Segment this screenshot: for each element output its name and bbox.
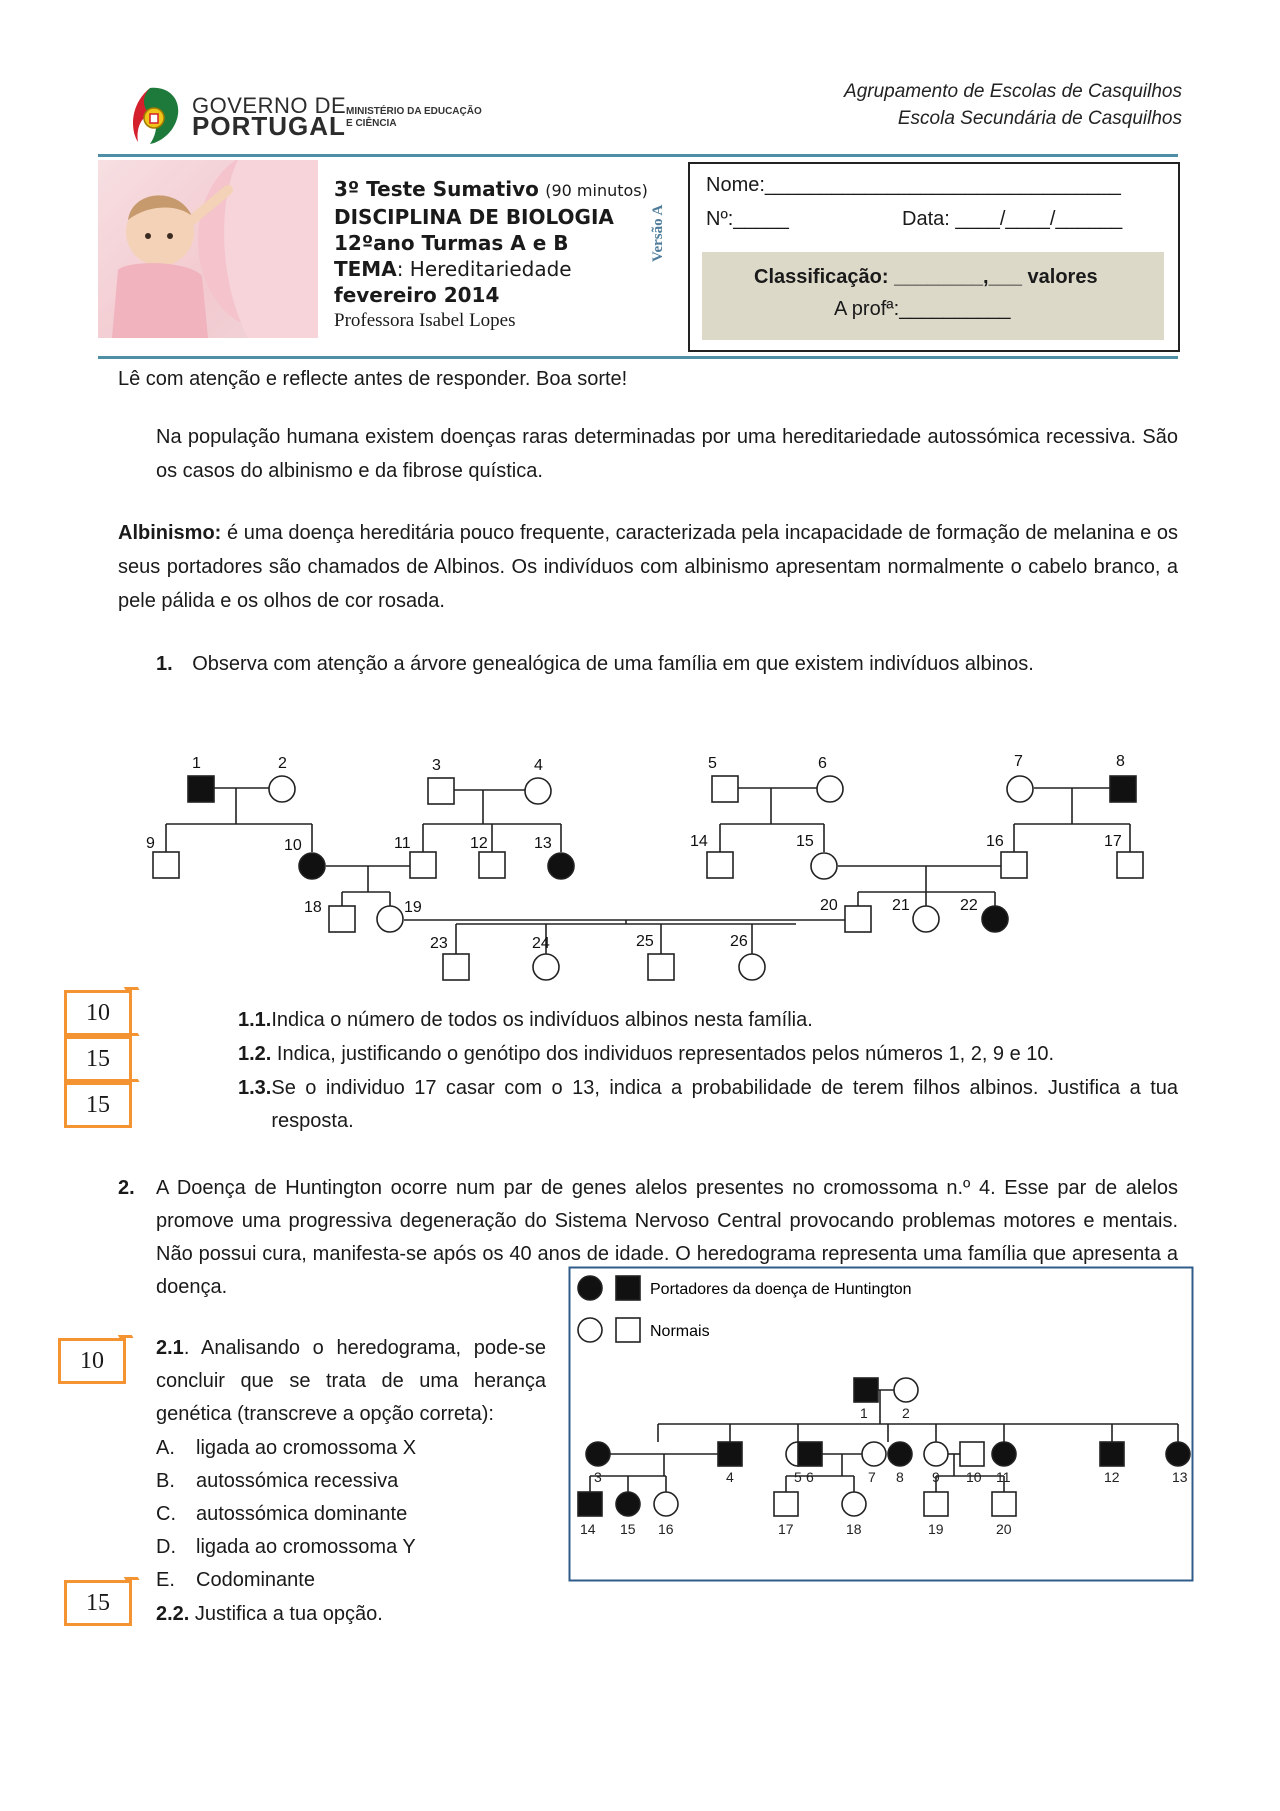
huntington-individual-15 — [616, 1492, 640, 1516]
pedigree-individual-18 — [329, 906, 355, 932]
pedigree-label: 24 — [532, 935, 550, 952]
pedigree-individual-23 — [443, 954, 469, 980]
huntington-individual-1 — [854, 1378, 878, 1402]
huntington-individual-14 — [578, 1492, 602, 1516]
answer-options — [156, 1432, 416, 1597]
pedigree-individual-11 — [410, 852, 436, 878]
huntington-individual-10 — [960, 1442, 984, 1466]
huntington-label: 6 — [806, 1469, 814, 1485]
pedigree-label: 14 — [690, 833, 708, 850]
albinismo-label: Albinismo: — [118, 522, 222, 544]
points-box-1-2: 15 — [64, 1036, 132, 1082]
huntington-label: 4 — [726, 1469, 734, 1485]
huntington-label: 7 — [868, 1469, 876, 1485]
number-field[interactable]: Nº:_____ — [706, 208, 789, 230]
albinismo-text: é uma doença hereditária pouco frequente, caracterizada pela incapacidade de formação de melanina e os seus portadores são chamados de Albinos. Os indivíduos com albinismo apresentam normalmente o cabelo branco, a pele pálida e os olhos de cor rosada. — [118, 522, 1178, 612]
option-d[interactable]: D. ligada ao cromossoma Y — [156, 1536, 416, 1558]
huntington-individual-11 — [992, 1442, 1016, 1466]
pedigree-label: 3 — [432, 757, 441, 774]
pedigree-label: 17 — [1104, 833, 1122, 850]
huntington-individual-7 — [862, 1442, 886, 1466]
pedigree-label: 23 — [430, 935, 448, 952]
question-1-text: Observa com atenção a árvore genealógica de uma família em que existem indivíduos albinos. — [192, 653, 1034, 675]
pedigree-individual-6 — [817, 776, 843, 802]
huntington-individual-8 — [888, 1442, 912, 1466]
paragraph-population: Na população humana existem doenças raras determinadas por uma hereditariedade autossómica recessiva. São os casos do albinismo e da fibrose quística. — [156, 426, 1178, 482]
pedigree-individual-1 — [188, 776, 214, 802]
portugal-emblem-icon — [128, 84, 186, 148]
pedigree-individual-16 — [1001, 852, 1027, 878]
question-number: 2.1 — [156, 1337, 184, 1359]
pedigree-individual-17 — [1117, 852, 1143, 878]
ministry-line1: MINISTÉRIO DA EDUCAÇÃO — [346, 106, 482, 117]
question-1 — [156, 648, 1034, 681]
pedigree-label: 18 — [304, 899, 322, 916]
pedigree-label: 7 — [1014, 753, 1023, 770]
option-b[interactable]: B. autossómica recessiva — [156, 1470, 399, 1492]
pedigree-individual-15 — [811, 853, 837, 879]
pedigree-individual-10 — [299, 853, 325, 879]
question-2-text: A Doença de Huntington ocorre num par de genes alelos presentes no cromossoma n.º 4. Esse par de alelos promove uma progressiva degeneração do Sistema Nervoso Central provocando problemas motores e mentais. Não possui cura, manifesta-se após os 40 anos de idade. O heredograma representa uma família que apresenta a doença. — [156, 1177, 1178, 1298]
pedigree-label: 16 — [986, 833, 1004, 850]
pedigree-label: 21 — [892, 897, 910, 914]
pedigree-individual-8 — [1110, 776, 1136, 802]
date-field[interactable]: Data: ____/____/______ — [902, 208, 1123, 230]
version-label: Versão A — [650, 204, 666, 262]
huntington-label: 17 — [778, 1521, 794, 1537]
question-1-2 — [238, 1038, 1178, 1071]
pedigree-label: 1 — [192, 755, 201, 772]
pedigree-label: 13 — [534, 835, 552, 852]
grading-box — [702, 252, 1164, 340]
gov-line1: GOVERNO DE — [192, 93, 347, 118]
points-box-2-2: 15 — [64, 1580, 132, 1626]
huntington-label: 3 — [594, 1469, 602, 1485]
question-number: 1.3. — [238, 1077, 272, 1099]
pedigree-label: 2 — [278, 755, 287, 772]
huntington-individual-2 — [894, 1378, 918, 1402]
huntington-label: 8 — [896, 1469, 904, 1485]
huntington-individual-3 — [586, 1442, 610, 1466]
pregnancy-photo — [98, 160, 318, 338]
huntington-label: 2 — [902, 1405, 910, 1421]
pedigree-label: 25 — [636, 933, 654, 950]
huntington-individual-6 — [798, 1442, 822, 1466]
pedigree-individual-13 — [548, 853, 574, 879]
teacher-name: Professora Isabel Lopes — [334, 310, 516, 331]
question-number: 1.1. — [238, 1009, 272, 1031]
header-divider-top — [98, 154, 1178, 157]
name-field[interactable]: Nome:________________________________ — [706, 174, 1121, 196]
pedigree-label: 8 — [1116, 753, 1125, 770]
option-c[interactable]: C. autossómica dominante — [156, 1503, 408, 1525]
albinism-pedigree-chart — [140, 748, 1160, 994]
school-header — [844, 78, 1182, 132]
pedigree-label: 10 — [284, 837, 302, 854]
huntington-label: 12 — [1104, 1469, 1120, 1485]
huntington-individual-16 — [654, 1492, 678, 1516]
student-id-box — [688, 162, 1180, 352]
question-1-3 — [238, 1072, 1178, 1138]
question-2-2 — [156, 1598, 383, 1631]
question-1-1 — [238, 1004, 1178, 1037]
pedigree-label: 4 — [534, 757, 543, 774]
pedigree-label: 12 — [470, 835, 488, 852]
huntington-label: 15 — [620, 1521, 636, 1537]
huntington-pedigree-chart — [568, 1266, 1194, 1582]
huntington-label: 14 — [580, 1521, 596, 1537]
huntington-label: 19 — [928, 1521, 944, 1537]
school-group: Agrupamento de Escolas de Casquilhos — [844, 81, 1182, 102]
pedigree-individual-19 — [377, 906, 403, 932]
test-title: 3º Teste Sumativo — [334, 177, 539, 201]
paragraph-albinismo — [118, 516, 1178, 618]
points-box-2-1: 10 — [58, 1338, 126, 1384]
test-duration: (90 minutos) — [545, 181, 648, 200]
pedigree-individual-24 — [533, 954, 559, 980]
huntington-label: 9 — [932, 1469, 940, 1485]
government-logo-text — [192, 93, 347, 141]
ministry-line2: E CIÊNCIA — [346, 118, 397, 129]
question-number: 1.2. — [238, 1043, 272, 1065]
pedigree-label: 19 — [404, 899, 422, 916]
question-text: Indica, justificando o genótipo dos individuos representados pelos números 1, 2, 9 e 10. — [276, 1043, 1055, 1065]
pedigree-individual-21 — [913, 906, 939, 932]
huntington-label: 11 — [996, 1469, 1011, 1485]
pedigree-label: 15 — [796, 833, 814, 850]
question-number: 2.2. — [156, 1603, 190, 1625]
pedigree-individual-25 — [648, 954, 674, 980]
huntington-label: 5 — [794, 1469, 802, 1485]
classification-field: Classificação: ________,___ valores — [754, 266, 1098, 288]
legend-affected-male-icon — [616, 1276, 640, 1300]
huntington-individual-13 — [1166, 1442, 1190, 1466]
question-text: Se o individuo 17 casar com o 13, indica a probabilidade de terem filhos albinos. Justifica a tua resposta. — [271, 1077, 1178, 1132]
test-year: 12ºano Turmas A e B — [334, 231, 569, 255]
huntington-individual-9 — [924, 1442, 948, 1466]
pedigree-individual-3 — [428, 778, 454, 804]
question-text: Indica o número de todos os indivíduos albinos nesta família. — [271, 1009, 813, 1031]
legend-normal-label: Normais — [650, 1323, 710, 1340]
question-2-1 — [156, 1332, 546, 1431]
pedigree-label: 9 — [146, 835, 155, 852]
question-2-number: 2. — [118, 1177, 135, 1199]
legend-normal-female-icon — [578, 1318, 602, 1342]
test-discipline: DISCIPLINA DE BIOLOGIA — [334, 205, 614, 229]
pedigree-label: 5 — [708, 755, 717, 772]
question-text: . Analisando o heredograma, pode-se concluir que se trata de uma herança genética (transcreve a opção correta): — [156, 1337, 546, 1425]
huntington-label: 20 — [996, 1521, 1012, 1537]
teacher-signature-field: A profª:__________ — [834, 298, 1011, 320]
pedigree-individual-20 — [845, 906, 871, 932]
huntington-label: 10 — [966, 1469, 982, 1485]
huntington-label: 16 — [658, 1521, 674, 1537]
ministry-label — [346, 106, 482, 130]
legend-affected-female-icon — [578, 1276, 602, 1300]
pedigree-individual-9 — [153, 852, 179, 878]
baby-illustration-icon — [98, 160, 318, 338]
points-box-1-1: 10 — [64, 990, 132, 1036]
pedigree-individual-14 — [707, 852, 733, 878]
option-a[interactable]: A. ligada ao cromossoma X — [156, 1437, 417, 1459]
pedigree-individual-5 — [712, 776, 738, 802]
pedigree-individual-2 — [269, 776, 295, 802]
question-1-number: 1. — [156, 653, 173, 675]
pedigree-individual-7 — [1007, 776, 1033, 802]
huntington-label: 18 — [846, 1521, 862, 1537]
pedigree-individual-26 — [739, 954, 765, 980]
points-box-1-3: 15 — [64, 1082, 132, 1128]
intro-text: Lê com atenção e reflecte antes de responder. Boa sorte! — [118, 368, 628, 390]
huntington-individual-19 — [924, 1492, 948, 1516]
option-e[interactable]: E. Codominante — [156, 1569, 315, 1591]
pedigree-individual-4 — [525, 778, 551, 804]
huntington-individual-12 — [1100, 1442, 1124, 1466]
pedigree-label: 20 — [820, 897, 838, 914]
gov-line2: PORTUGAL — [192, 111, 346, 141]
pedigree-individual-12 — [479, 852, 505, 878]
huntington-individual-17 — [774, 1492, 798, 1516]
pedigree-individual-22 — [982, 906, 1008, 932]
header-divider-bottom — [98, 356, 1178, 359]
test-date: fevereiro 2014 — [334, 283, 500, 307]
question-text: Justifica a tua opção. — [189, 1603, 383, 1625]
pedigree-label: 6 — [818, 755, 827, 772]
test-title-block — [334, 176, 648, 334]
huntington-individual-18 — [842, 1492, 866, 1516]
school-name: Escola Secundária de Casquilhos — [897, 108, 1182, 129]
huntington-label: 13 — [1172, 1469, 1188, 1485]
huntington-label: 1 — [860, 1405, 868, 1421]
pedigree-label: 22 — [960, 897, 978, 914]
legend-affected-label: Portadores da doença de Huntington — [650, 1281, 912, 1298]
tema-value: : Hereditariedade — [396, 257, 572, 281]
tema-label: TEMA — [334, 257, 397, 281]
huntington-individual-20 — [992, 1492, 1016, 1516]
pedigree-label: 26 — [730, 933, 748, 950]
pedigree-label: 11 — [394, 835, 411, 852]
huntington-individual-4 — [718, 1442, 742, 1466]
legend-normal-male-icon — [616, 1318, 640, 1342]
